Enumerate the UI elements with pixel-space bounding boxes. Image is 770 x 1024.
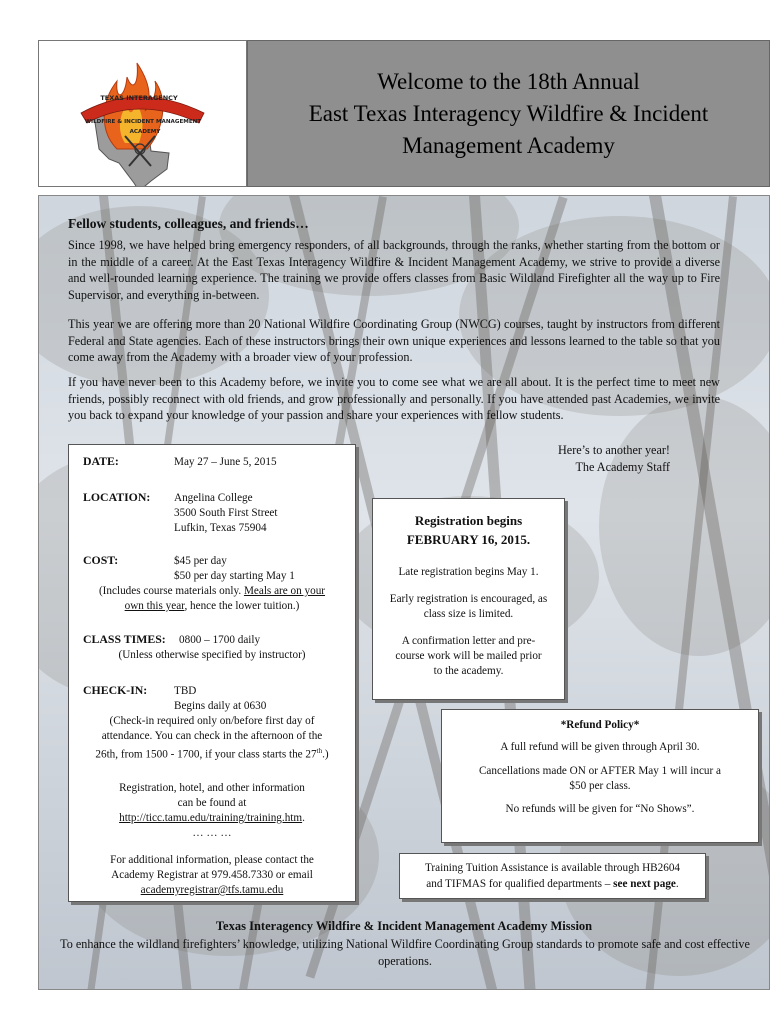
- tuition-assistance-box: [399, 853, 706, 899]
- reginfo-line-1: Registration, hotel, and other information: [119, 782, 305, 794]
- page-title: [309, 66, 709, 162]
- dots-separator: … … …: [192, 827, 232, 839]
- location-label: LOCATION:: [83, 490, 151, 504]
- contact-email-line: [69, 883, 355, 898]
- cost-note: [69, 584, 355, 599]
- class-times-label: CLASS TIMES:: [83, 632, 166, 646]
- reginfo-url-line: [69, 811, 355, 826]
- mission-text: To enhance the wildland firefighters’ knowledge, utilizing National Wildfire Coordinating Group standards to promote safe and cost effective operations.: [60, 937, 750, 968]
- refund-title: *Refund Policy*: [560, 719, 640, 731]
- confirmation-1: A confirmation letter and pre-: [401, 635, 536, 647]
- cost-note-start: (Includes course materials only.: [98, 585, 244, 597]
- intro-paragraph-1: Since 1998, we have helped bring emergency responders, of all backgrounds, through the ranks, whether starting from the bottom or in the middle of a career. At the East Texas Interagency Wildfire & Incident Management Academy, we strive to provide a diverse and well-rounded learning experience. The training we provide offers classes from Basic Wildland Firefighter all the way up to Fire Supervisor, and everything in-between.: [68, 238, 720, 302]
- checkin-note-2: attendance. You can check in the afternoon of the: [101, 730, 323, 742]
- tuition-line-2-text: and TIFMAS for qualified departments –: [426, 878, 614, 890]
- cost-note-end: , hence the lower tuition.): [184, 600, 300, 612]
- registration-title-line-1: Registration begins: [414, 513, 523, 528]
- date-value: May 27 – June 5, 2015: [174, 456, 277, 468]
- checkin-note-3: [69, 744, 355, 763]
- checkin-note-3-end: .): [322, 748, 329, 761]
- title-line-1: Welcome to the 18th Annual: [377, 68, 640, 94]
- event-details-box: [68, 444, 356, 902]
- title-line-2: East Texas Interagency Wildfire & Incident: [308, 100, 709, 126]
- checkin-note-3-text: 26th, from 1500 - 1700, if your class starts the 27: [95, 748, 317, 761]
- checkin-note-1: (Check-in required only on/before first day of: [109, 715, 315, 727]
- signoff-line-1: Here’s to another year!: [557, 443, 670, 457]
- see-next-page-text: see next page: [613, 878, 676, 890]
- location-line-2: 3500 South First Street: [174, 507, 278, 519]
- early-registration-2: class size is limited.: [423, 608, 514, 620]
- academy-logo: [39, 41, 246, 186]
- intro-paragraph-2: This year we are offering more than 20 National Wildfire Coordinating Group (NWCG) courses, taught by instructors from different Federal and State agencies. Each of these instructors brings their own unique experiences and lessons learned to the table so that you come away from the Academy with a broader view of your profession.: [68, 317, 720, 364]
- tuition-line-2: [400, 876, 705, 892]
- checkin-value: TBD: [174, 685, 197, 697]
- cost-line-1: $45 per day: [174, 555, 227, 567]
- greeting-heading: Fellow students, colleagues, and friends…: [68, 216, 309, 231]
- cost-note-meals: Meals are on your: [243, 585, 326, 597]
- refund-full: A full refund will be given through April 30.: [500, 741, 700, 753]
- cost-note-own-year: own this year: [124, 600, 185, 612]
- logo-panel: [38, 40, 247, 187]
- refund-no-shows: No refunds will be given for “No Shows”.: [505, 803, 695, 815]
- intro-paragraph-3: If you have never been to this Academy before, we invite you to come see what we are all about. It is the perfect time to meet new friends, possibly reconnect with old friends, and grow professionally and personally. If you have attended past Academies, we invite you back to expand your knowledge of your passion and share your experiences with fellow students.: [68, 375, 720, 422]
- cost-note-2: [69, 599, 355, 614]
- checkin-note-3-sup: th: [316, 747, 323, 755]
- logo-arc-top-text: TEXAS INTERAGENCY: [100, 94, 178, 102]
- location-line-1: Angelina College: [174, 492, 253, 504]
- refund-policy-box: [441, 709, 759, 843]
- cost-line-2: $50 per day starting May 1: [174, 570, 295, 582]
- registration-title-line-2: FEBRUARY 16, 2015.: [406, 532, 531, 547]
- confirmation-3: to the academy.: [433, 665, 504, 677]
- date-label: DATE:: [83, 454, 119, 468]
- mission-title: Texas Interagency Wildfire & Incident Management Academy Mission: [215, 919, 593, 933]
- refund-cancellation-1: Cancellations made ON or AFTER May 1 will incur a: [478, 765, 722, 777]
- refund-cancellation-2: $50 per class.: [569, 780, 631, 792]
- title-banner: [247, 40, 770, 187]
- reginfo-line-2: can be found at: [177, 797, 247, 809]
- reginfo-period: .: [302, 812, 305, 824]
- signoff-line-2: The Academy Staff: [575, 460, 670, 474]
- tuition-line-2-end: .: [675, 878, 679, 890]
- logo-word-text: ACADEMY: [129, 129, 161, 135]
- checkin-label: CHECK-IN:: [83, 683, 148, 697]
- class-times-value: 0800 – 1700 daily: [179, 634, 261, 646]
- tuition-line-1: Training Tuition Assistance is available through HB2604: [424, 862, 681, 874]
- contact-line-1: For additional information, please contact the: [110, 854, 314, 866]
- location-line-3: Lufkin, Texas 75904: [174, 522, 267, 534]
- registration-box: [372, 498, 565, 700]
- cost-label: COST:: [83, 553, 119, 567]
- registration-title: [373, 511, 564, 549]
- logo-arc-bottom-text: WILDFIRE & INCIDENT MANAGEMENT: [84, 119, 202, 125]
- title-line-3: Management Academy: [402, 132, 615, 158]
- registrar-email-link[interactable]: academyregistrar@tfs.tamu.edu: [140, 884, 284, 896]
- class-times-note: (Unless otherwise specified by instructor): [118, 649, 306, 661]
- late-registration: Late registration begins May 1.: [398, 566, 539, 578]
- contact-line-2: Academy Registrar at 979.458.7330 or email: [111, 869, 313, 881]
- training-url-link[interactable]: http://ticc.tamu.edu/training/training.htm: [119, 812, 303, 824]
- early-registration-1: Early registration is encouraged, as: [389, 593, 548, 605]
- checkin-begins: Begins daily at 0630: [174, 700, 267, 712]
- confirmation-2: course work will be mailed prior: [395, 650, 542, 662]
